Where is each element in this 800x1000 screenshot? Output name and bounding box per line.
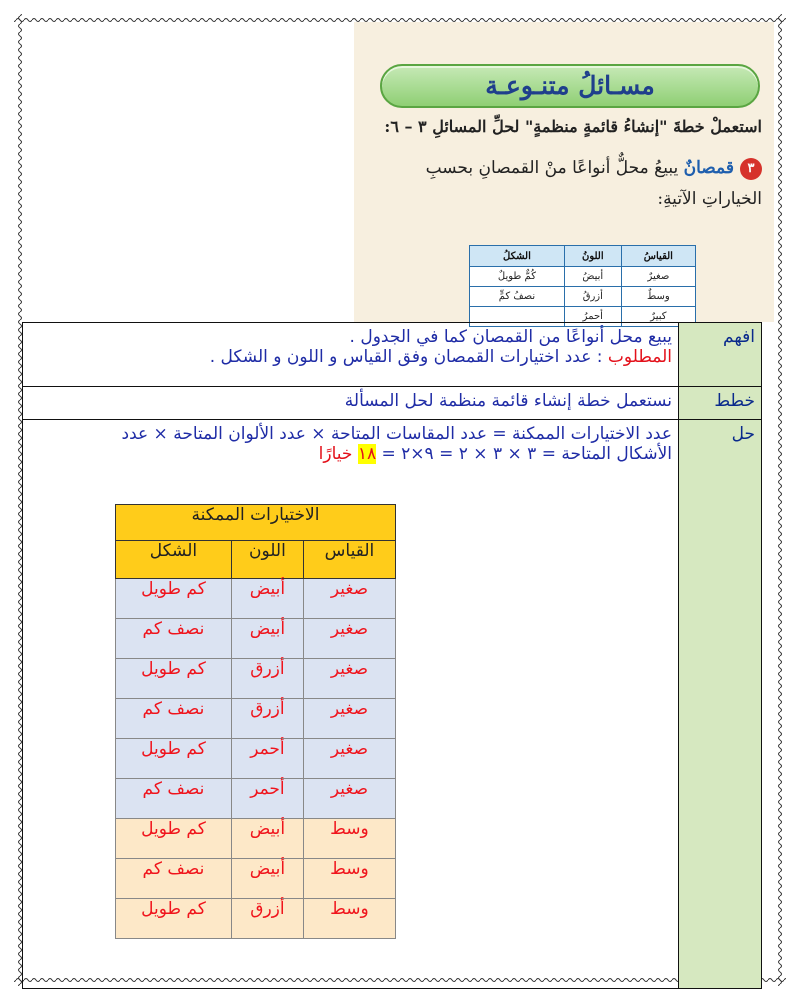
- problem-text: يبيعُ محلٌّ أنواعًا منْ القمصانِ بحسبِ الخياراتِ الآتيةِ:: [425, 158, 762, 209]
- solve-unit: خيارًا: [318, 444, 358, 464]
- problem-statement: [362, 153, 762, 215]
- table-cell: كُمٌّ طويلٌ: [470, 267, 565, 287]
- table-cell: نصف كم: [116, 699, 232, 739]
- table-row: [116, 859, 396, 899]
- table-cell: وسط: [303, 819, 395, 859]
- column-header: الشكل: [116, 541, 232, 579]
- understand-content: [23, 323, 679, 387]
- understand-row: [23, 323, 762, 387]
- solve-row: [23, 420, 762, 989]
- choices-title: الاختيارات الممكنة: [116, 505, 396, 541]
- table-cell: أبيض: [231, 819, 303, 859]
- table-row: [116, 899, 396, 939]
- column-header: اللونُ: [564, 246, 621, 267]
- column-header: القياسُ: [621, 246, 695, 267]
- plan-text: نستعمل خطة إنشاء قائمة منظمة لحل المسألة: [23, 387, 679, 420]
- table-cell: كم طويل: [116, 659, 232, 699]
- column-header: اللون: [231, 541, 303, 579]
- shirt-options-table: [469, 245, 696, 327]
- table-cell: أحمر: [231, 739, 303, 779]
- table-cell: أزرق: [231, 899, 303, 939]
- problem-title: قمصانٌ: [683, 158, 734, 178]
- table-cell: صغير: [303, 619, 395, 659]
- table-row: [116, 619, 396, 659]
- banner-title: مسـائلُ متنـوعـة: [485, 71, 655, 100]
- table-cell: أحمرُ: [564, 307, 621, 327]
- table-cell: صغير: [303, 779, 395, 819]
- column-header: الشكلُ: [470, 246, 565, 267]
- table-cell: أبيض: [231, 579, 303, 619]
- table-cell: أزرقُ: [564, 287, 621, 307]
- table-cell: كم طويل: [116, 579, 232, 619]
- plan-label: خطط: [679, 387, 762, 420]
- table-cell: نصف كم: [116, 619, 232, 659]
- required-label: المطلوب: [607, 347, 672, 367]
- solve-result: ١٨: [357, 444, 377, 464]
- table-row: [116, 659, 396, 699]
- table-cell: أبيض: [231, 619, 303, 659]
- table-row: [116, 699, 396, 739]
- instruction-text: استعملْ خطةَ "إنشاءُ قائمةٍ منظمةٍ" لحلِّ المسائلِ ٣ – ٦:: [384, 117, 762, 136]
- required-text: : عدد اختيارات القمصان وفق القياس و اللون و الشكل .: [209, 347, 608, 367]
- table-cell: كم طويل: [116, 739, 232, 779]
- section-banner: [380, 64, 760, 108]
- table-cell: أزرق: [231, 699, 303, 739]
- table-cell: وسط: [303, 899, 395, 939]
- solve-prefix: الأشكال المتاحة =: [541, 444, 672, 464]
- table-cell: أبيض: [231, 859, 303, 899]
- table-cell: أبيضُ: [564, 267, 621, 287]
- solve-label: حل: [679, 420, 762, 989]
- table-row: [116, 819, 396, 859]
- table-cell: وسط: [303, 859, 395, 899]
- table-cell: صغير: [303, 579, 395, 619]
- table-cell: أحمر: [231, 779, 303, 819]
- table-cell: نصفُ كمٍّ: [470, 287, 565, 307]
- solve-line-1: عدد الاختيارات الممكنة = عدد المقاسات المتاحة × عدد الألوان المتاحة × عدد: [121, 424, 672, 444]
- solve-content: [23, 420, 679, 989]
- table-row: [116, 739, 396, 779]
- textbook-excerpt: [354, 22, 774, 322]
- table-row: [116, 579, 396, 619]
- table-cell: صغير: [303, 739, 395, 779]
- table-cell: نصف كم: [116, 859, 232, 899]
- table-cell: وسطٌ: [621, 287, 695, 307]
- table-cell: نصف كم: [116, 779, 232, 819]
- choices-table: [115, 504, 396, 939]
- column-header: القياس: [303, 541, 395, 579]
- solve-line-2: [29, 444, 672, 464]
- table-row: [116, 779, 396, 819]
- table-cell: أزرق: [231, 659, 303, 699]
- understand-label: افهم: [679, 323, 762, 387]
- table-cell: كبيرٌ: [621, 307, 695, 327]
- understand-text: يبيع محل أنواعًا من القمصان كما في الجدول .: [349, 327, 672, 347]
- table-cell: صغير: [303, 659, 395, 699]
- table-cell: صغيرٌ: [621, 267, 695, 287]
- table-row: [470, 267, 696, 287]
- page-content: [22, 22, 774, 972]
- solution-frame: [22, 322, 762, 989]
- plan-row: [23, 387, 762, 420]
- solve-equation: ٣ × ٣ × ٢ = ٩×٢ =: [376, 444, 542, 464]
- table-cell: كم طويل: [116, 819, 232, 859]
- table-cell: صغير: [303, 699, 395, 739]
- table-cell: كم طويل: [116, 899, 232, 939]
- problem-number-badge: ٣: [740, 158, 762, 180]
- table-row: [470, 287, 696, 307]
